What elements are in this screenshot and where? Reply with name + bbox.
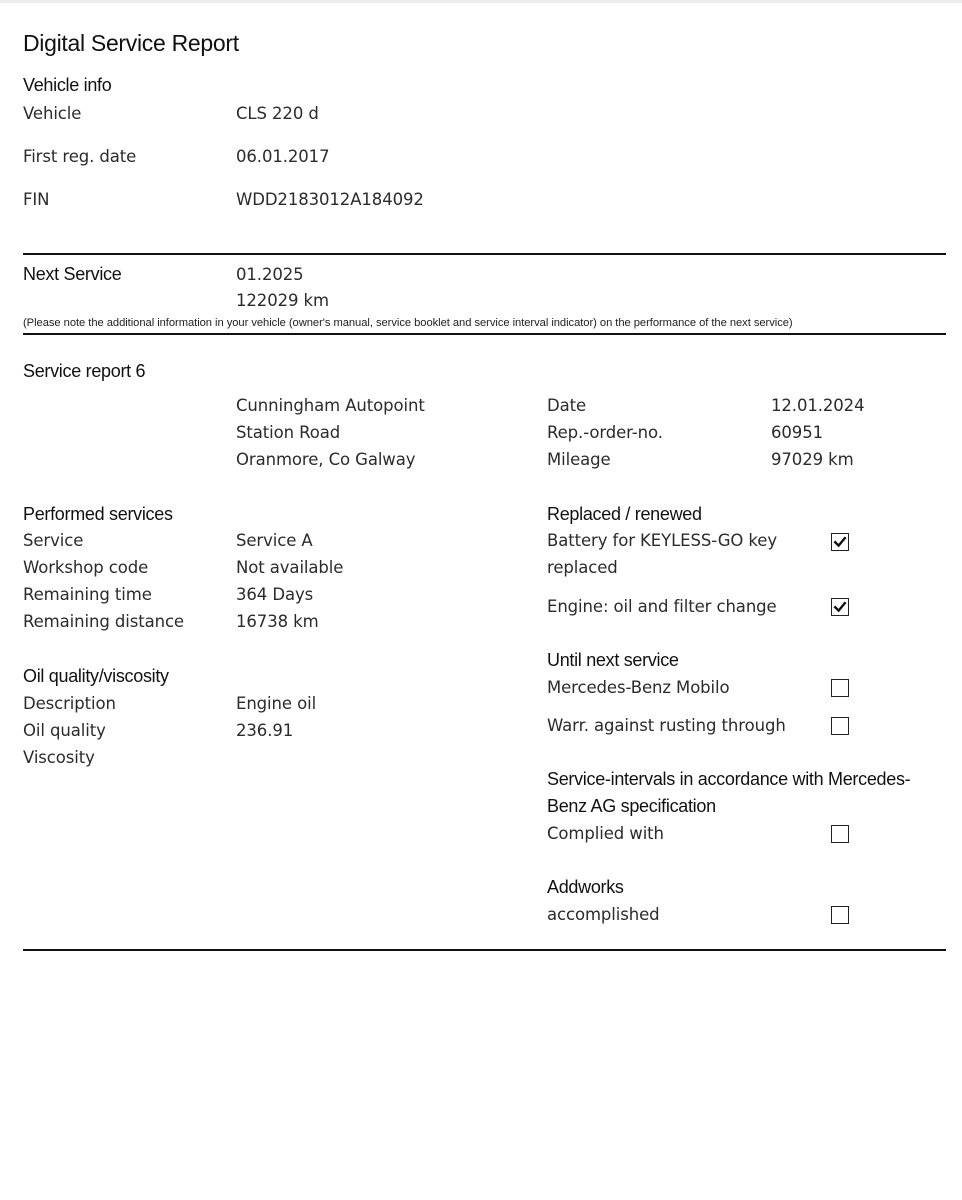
next-service-date: 01.2025 <box>236 265 304 284</box>
workshop-code-value: Not available <box>236 558 344 577</box>
complied-with-checkbox[interactable] <box>831 825 849 843</box>
rusting-warranty-checkbox[interactable] <box>831 717 849 735</box>
service-intervals-heading: Service-intervals in accordance with Mercedes- <box>547 769 911 789</box>
accomplished-checkbox[interactable] <box>831 906 849 924</box>
checkmark-icon <box>833 535 847 549</box>
report-date-label: Date <box>547 396 587 415</box>
workshop-code-label: Workshop code <box>23 558 149 577</box>
workshop-name: Cunningham Autopoint <box>236 396 425 415</box>
vehicle-value: CLS 220 d <box>236 104 319 123</box>
remaining-time-value: 364 Days <box>236 585 314 604</box>
mobilo-checkbox[interactable] <box>831 679 849 697</box>
battery-keyless-go-label-cont: replaced <box>547 558 618 577</box>
rep-order-no-value: 60951 <box>771 423 823 442</box>
checkmark-icon <box>833 600 847 614</box>
until-next-service-heading: Until next service <box>547 650 679 670</box>
service-label: Service <box>23 531 84 550</box>
accomplished-label: accomplished <box>547 905 660 924</box>
fin-label: FIN <box>23 190 50 209</box>
remaining-distance-label: Remaining distance <box>23 612 184 631</box>
oil-quality-heading: Oil quality/viscosity <box>23 666 169 686</box>
workshop-street: Station Road <box>236 423 341 442</box>
addworks-heading: Addworks <box>547 877 624 897</box>
oil-description-label: Description <box>23 694 116 713</box>
service-report-heading: Service report 6 <box>23 361 146 381</box>
mobilo-label: Mercedes-Benz Mobilo <box>547 678 730 697</box>
next-service-mileage: 122029 km <box>236 291 329 310</box>
viscosity-label: Viscosity <box>23 748 95 767</box>
oil-description-value: Engine oil <box>236 694 317 713</box>
next-service-heading: Next Service <box>23 264 122 284</box>
rusting-warranty-label: Warr. against rusting through <box>547 716 786 735</box>
fin-value: WDD2183012A184092 <box>236 190 424 209</box>
complied-with-label: Complied with <box>547 824 664 843</box>
divider-rule <box>23 949 946 951</box>
report-mileage-value: 97029 km <box>771 450 854 469</box>
workshop-town: Oranmore, Co Galway <box>236 450 416 469</box>
engine-oil-filter-checkbox[interactable] <box>831 598 849 616</box>
battery-keyless-go-checkbox[interactable] <box>831 533 849 551</box>
performed-services-heading: Performed services <box>23 504 173 524</box>
remaining-distance-value: 16738 km <box>236 612 319 631</box>
vehicle-info-heading: Vehicle info <box>23 75 112 95</box>
vehicle-label: Vehicle <box>23 104 82 123</box>
divider-rule <box>23 253 946 255</box>
page-top-edge <box>0 0 962 3</box>
service-intervals-heading-cont: Benz AG specification <box>547 796 716 816</box>
divider-rule <box>23 333 946 335</box>
remaining-time-label: Remaining time <box>23 585 152 604</box>
battery-keyless-go-label: Battery for KEYLESS-GO key <box>547 531 777 550</box>
service-value: Service A <box>236 531 313 550</box>
oil-quality-label: Oil quality <box>23 721 106 740</box>
report-title: Digital Service Report <box>23 30 239 56</box>
engine-oil-filter-label: Engine: oil and filter change <box>547 597 777 616</box>
first-reg-date-value: 06.01.2017 <box>236 147 330 166</box>
oil-quality-value: 236.91 <box>236 721 294 740</box>
replaced-renewed-heading: Replaced / renewed <box>547 504 702 524</box>
report-date-value: 12.01.2024 <box>771 396 865 415</box>
rep-order-no-label: Rep.-order-no. <box>547 423 663 442</box>
first-reg-date-label: First reg. date <box>23 147 137 166</box>
report-mileage-label: Mileage <box>547 450 611 469</box>
next-service-note: (Please note the additional information in your vehicle (owner's manual, service booklet and service interval indicator) on the performance of the next service) <box>23 317 793 329</box>
